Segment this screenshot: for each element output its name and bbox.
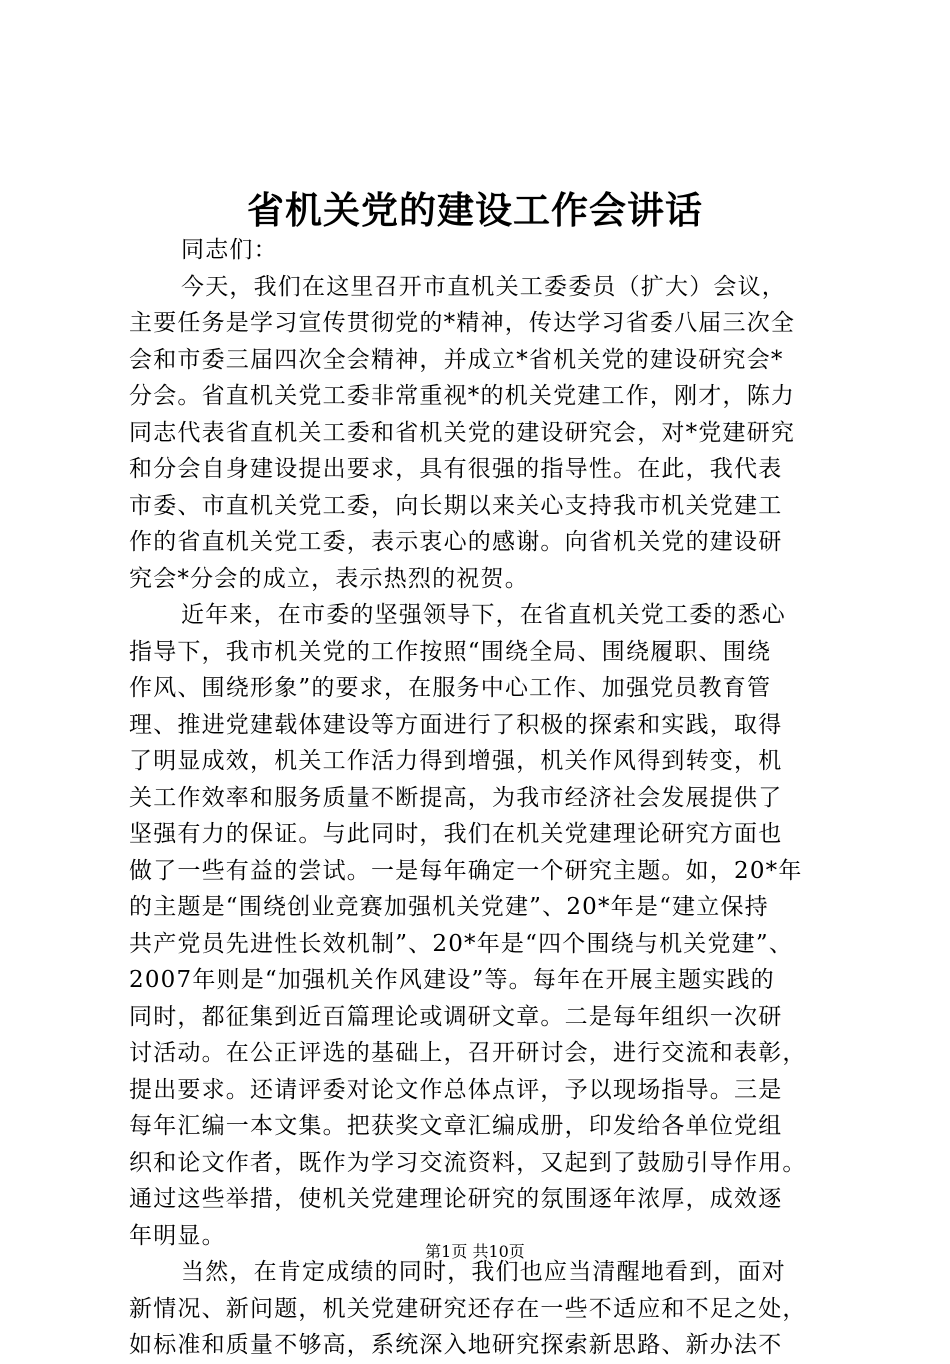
body-line: 通过这些举措，使机关党建理论研究的氛围逐年浓厚，成效逐: [129, 1186, 783, 1212]
body-line: 每年汇编一本文集。把获奖文章汇编成册，印发给各单位党组: [129, 1113, 783, 1139]
body-line: 关工作效率和服务质量不断提高，为我市经济社会发展提供了: [129, 784, 783, 811]
body-line: 主要任务是学习宣传贯彻党的*精神，传达学习省委八届三次全: [129, 310, 796, 336]
document-title: 省机关党的建设工作会讲话: [247, 188, 703, 232]
body-line-salutation: 同志们：: [181, 237, 278, 263]
body-line: 同时，都征集到近百篇理论或调研文章。二是每年组织一次研: [129, 1003, 783, 1030]
body-line: 理、推进党建载体建设等方面进行了积极的探索和实践，取得: [129, 711, 783, 738]
body-line: 指导下，我市机关党的工作按照“围绕全局、围绕履职、围绕: [129, 638, 772, 665]
body-line: 坚强有力的保证。与此同时，我们在机关党建理论研究方面也: [129, 821, 783, 847]
body-line: 共产党员先进性长效机制”、20*年是“四个围绕与机关党建”、: [129, 930, 794, 957]
body-line: 市委、市直机关党工委，向长期以来关心支持我市机关党建工: [129, 492, 783, 519]
document-body: [129, 232, 864, 1364]
body-line: 近年来，在市委的坚强领导下，在省直机关党工委的悉心: [181, 602, 786, 628]
page-number-footer: 第1页 共10页: [425, 1242, 525, 1261]
body-line: 织和论文作者，既作为学习交流资料，又起到了鼓励引导作用。: [129, 1149, 807, 1176]
body-line: 究会*分会的成立，表示热烈的祝贺。: [129, 565, 529, 592]
body-line: 新情况、新问题，机关党建研究还存在一些不适应和不足之处，: [129, 1295, 807, 1322]
body-line: 分会。省直机关党工委非常重视*的机关党建工作，刚才，陈力: [129, 383, 796, 409]
body-line: 做了一些有益的尝试。一是每年确定一个研究主题。如，20*年: [129, 857, 803, 884]
body-line: 2007年则是“加强机关作风建设”等。每年在开展主题实践的: [129, 967, 775, 993]
body-line: 年明显。: [129, 1222, 226, 1249]
body-line: 了明显成效，机关工作活力得到增强，机关作风得到转变，机: [129, 748, 783, 774]
body-line: 作的省直机关党工委，表示衷心的感谢。向省机关党的建设研: [129, 529, 783, 555]
body-line: 当然，在肯定成绩的同时，我们也应当清醒地看到，面对: [181, 1259, 786, 1285]
body-line: 讨活动。在公正评选的基础上，召开研讨会，进行交流和表彰，: [129, 1040, 807, 1066]
body-line: 会和市委三届四次全会精神，并成立*省机关党的建设研究会*: [129, 346, 784, 373]
body-line: 今天，我们在这里召开市直机关工委委员（扩大）会议，: [181, 273, 786, 300]
body-line: 提出要求。还请评委对论文作总体点评，予以现场指导。三是: [129, 1076, 783, 1103]
body-line: 同志代表省直机关工委和省机关党的建设研究会，对*党建研究: [129, 419, 796, 446]
body-line: 如标准和质量不够高，系统深入地研究探索新思路、新办法不: [129, 1332, 783, 1358]
body-line: 作风、围绕形象”的要求，在服务中心工作、加强党员教育管: [129, 675, 772, 701]
body-line: 和分会自身建设提出要求，具有很强的指导性。在此，我代表: [129, 456, 783, 482]
body-line: 的主题是“围绕创业竞赛加强机关党建”、20*年是“建立保持: [129, 894, 769, 920]
